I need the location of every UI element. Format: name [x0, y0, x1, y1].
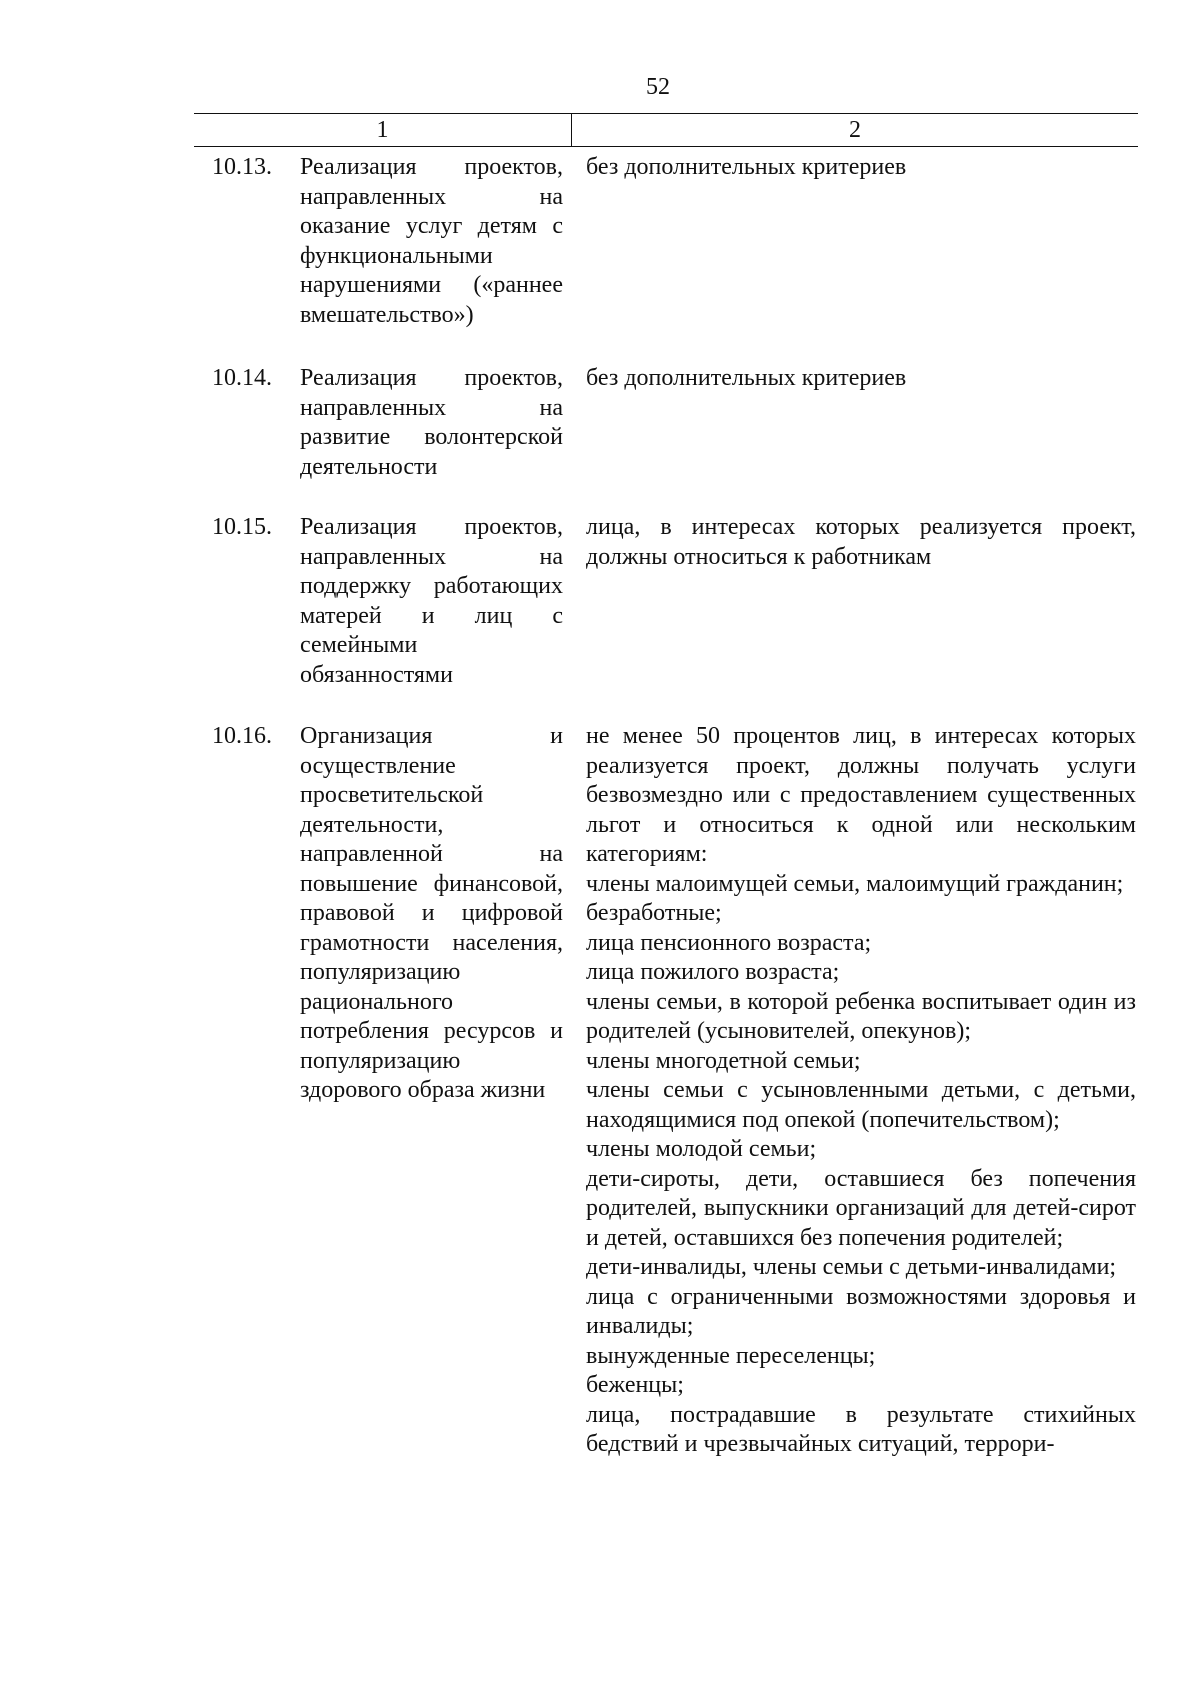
row-name: Реализация проектов, направленных на оказание услуг детям с функциональными нарушениями («раннее вмешательство») — [300, 154, 563, 328]
row-criteria — [586, 513, 1136, 572]
criteria-item: лица, пострадавшие в результате стихийных бедствий и чрезвычайных ситуаций, террори- — [586, 1401, 1136, 1457]
criteria-item: без дополнительных критериев — [586, 154, 907, 180]
criteria-item: дети-сироты, дети, оставшиеся без попечения родителей, выпускники организаций для детей-сирот и детей, оставшихся без попечения родителей; — [586, 1165, 1136, 1251]
criteria-item: члены малоимущей семьи, малоимущий гражданин; — [586, 870, 1124, 897]
row-number: 10.13. — [212, 154, 272, 180]
criteria-item: без дополнительных критериев — [586, 365, 907, 391]
criteria-item: члены многодетной семьи; — [586, 1047, 861, 1074]
criteria-item: лица пенсионного возраста; — [586, 929, 872, 956]
criteria-item: безработные; — [586, 900, 722, 926]
row-number: 10.15. — [212, 514, 272, 540]
column-header-1: 1 — [194, 114, 572, 146]
row-criteria — [586, 364, 1136, 394]
row-name: Организация и осуществление просветительской деятельности, направленной на повышение финансовой, правовой и цифровой грамотности населения, популяризацию рационального потребления ресурсов и популяризацию здорового образа жизни — [300, 723, 563, 1103]
page-number: 52 — [646, 74, 670, 100]
criteria-item: вынужденные переселенцы; — [586, 1342, 876, 1369]
criteria-item: дети-инвалиды, члены семьи с детьми-инвалидами; — [586, 1254, 1117, 1280]
row-criteria — [586, 153, 1136, 183]
criteria-item: члены семьи с усыновленными детьми, с детьми, находящимися под опекой (попечительством); — [586, 1077, 1136, 1133]
column-header-2: 2 — [849, 117, 861, 143]
row-criteria — [586, 722, 1136, 1460]
row-name: Реализация проектов, направленных на поддержку работающих матерей и лиц с семейными обязанностями — [300, 514, 563, 688]
criteria-item: лица, в интересах которых реализуется проект, должны относиться к работникам — [586, 514, 1136, 570]
criteria-item: члены молодой семьи; — [586, 1136, 817, 1162]
criteria-item: лица с ограниченными возможностями здоровья и инвалиды; — [586, 1283, 1136, 1339]
criteria-item: не менее 50 процентов лиц, в интересах которых реализуется проект, должны получать услуги безвозмездно или с предоставлением существенных льгот и относиться к одной или нескольким категориям: — [586, 723, 1136, 867]
row-number: 10.14. — [212, 365, 272, 391]
criteria-item: беженцы; — [586, 1372, 684, 1398]
row-number: 10.16. — [212, 723, 272, 749]
row-name: Реализация проектов, направленных на развитие волонтерской деятельности — [300, 365, 563, 480]
criteria-item: лица пожилого возраста; — [586, 959, 840, 985]
criteria-item: члены семьи, в которой ребенка воспитывает один из родителей (усыновителей, опекунов); — [586, 988, 1136, 1044]
table-header — [194, 113, 1138, 147]
